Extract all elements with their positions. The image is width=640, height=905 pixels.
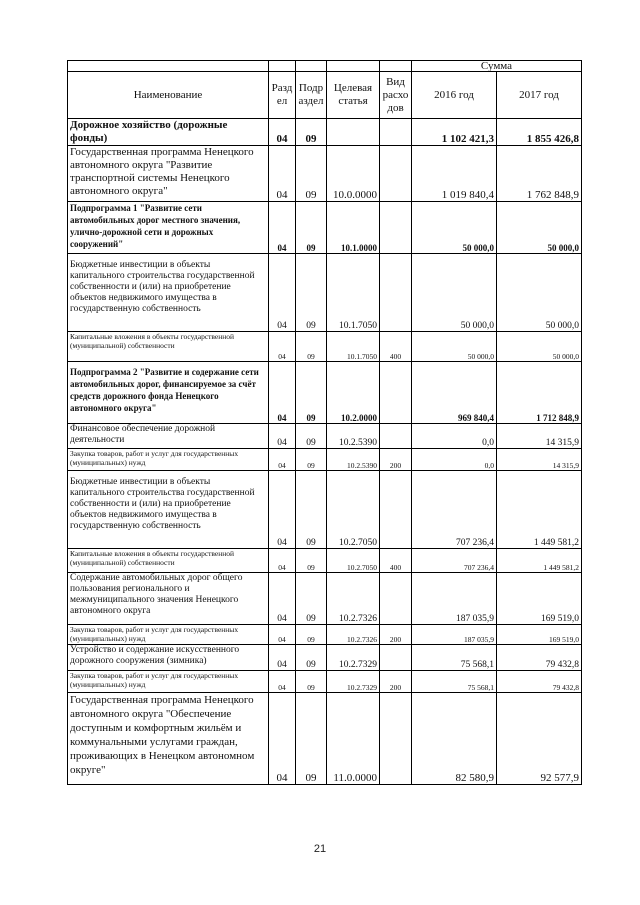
row-name: Содержание автомобильных дорог общего пользования регионального и межмуниципального значения Ненецкого автономного округа bbox=[68, 573, 269, 625]
table-row bbox=[68, 362, 582, 424]
table-row bbox=[68, 424, 582, 449]
row-subsection: 09 bbox=[296, 549, 327, 573]
header-row-main bbox=[68, 72, 582, 119]
row-section: 04 bbox=[269, 119, 296, 146]
row-section: 04 bbox=[269, 671, 296, 693]
row-2016: 707 236,4 bbox=[412, 471, 497, 549]
page-number: 21 bbox=[313, 843, 327, 855]
table-row bbox=[68, 645, 582, 671]
row-name: Закупка товаров, работ и услуг для государственных (муниципальных) нужд bbox=[68, 449, 269, 471]
row-subsection: 09 bbox=[296, 671, 327, 693]
row-2017: 50 000,0 bbox=[497, 332, 582, 362]
row-target: 10.2.5390 bbox=[327, 424, 380, 449]
row-subsection: 09 bbox=[296, 471, 327, 549]
row-subsection: 09 bbox=[296, 645, 327, 671]
row-name: Капитальные вложения в объекты государственной (муниципальной) собственности bbox=[68, 332, 269, 362]
row-target: 10.1.7050 bbox=[327, 332, 380, 362]
row-target: 10.2.7326 bbox=[327, 573, 380, 625]
row-name: Государственная программа Ненецкого автономного округа "Развитие транспортной системы Ненецкого автономного округа" bbox=[68, 146, 269, 202]
row-name: Бюджетные инвестиции в объекты капитального строительства государственной собственности и (или) на приобретение объектов недвижимого имущества в государственную собственность bbox=[68, 254, 269, 332]
row-type bbox=[380, 362, 412, 424]
row-subsection: 09 bbox=[296, 362, 327, 424]
row-target: 10.2.7326 bbox=[327, 625, 380, 645]
row-2016: 82 580,9 bbox=[412, 693, 497, 785]
row-2017: 79 432,8 bbox=[497, 645, 582, 671]
row-subsection: 09 bbox=[296, 573, 327, 625]
table-row bbox=[68, 471, 582, 549]
row-2017: 1 449 581,2 bbox=[497, 471, 582, 549]
row-2017: 1 449 581,2 bbox=[497, 549, 582, 573]
row-subsection: 09 bbox=[296, 424, 327, 449]
row-2017: 14 315,9 bbox=[497, 424, 582, 449]
table-row bbox=[68, 202, 582, 254]
table-row bbox=[68, 146, 582, 202]
row-subsection: 09 bbox=[296, 254, 327, 332]
row-section: 04 bbox=[269, 471, 296, 549]
row-2017: 169 519,0 bbox=[497, 625, 582, 645]
row-2016: 75 568,1 bbox=[412, 671, 497, 693]
table-row bbox=[68, 449, 582, 471]
row-section: 04 bbox=[269, 693, 296, 785]
row-2016: 0,0 bbox=[412, 449, 497, 471]
row-type bbox=[380, 146, 412, 202]
row-section: 04 bbox=[269, 449, 296, 471]
header-blank-subsection bbox=[296, 61, 327, 72]
row-type bbox=[380, 254, 412, 332]
row-section: 04 bbox=[269, 424, 296, 449]
row-2016: 187 035,9 bbox=[412, 625, 497, 645]
table-row bbox=[68, 693, 582, 785]
row-target: 10.2.7050 bbox=[327, 471, 380, 549]
row-subsection: 09 bbox=[296, 449, 327, 471]
row-subsection: 09 bbox=[296, 202, 327, 254]
header-target: Целевая статья bbox=[327, 72, 380, 119]
table-row bbox=[68, 254, 582, 332]
row-2016: 187 035,9 bbox=[412, 573, 497, 625]
row-2016: 969 840,4 bbox=[412, 362, 497, 424]
row-section: 04 bbox=[269, 645, 296, 671]
row-2017: 50 000,0 bbox=[497, 202, 582, 254]
table-row bbox=[68, 625, 582, 645]
row-name: Государственная программа Ненецкого автономного округа "Обеспечение доступным и комфортным жильём и коммунальными услугами граждан, проживающих в Ненецком автономном округе" bbox=[68, 693, 269, 785]
row-section: 04 bbox=[269, 254, 296, 332]
header-subsection: Подр аздел bbox=[296, 72, 327, 119]
row-section: 04 bbox=[269, 573, 296, 625]
row-subsection: 09 bbox=[296, 119, 327, 146]
row-2017: 1 855 426,8 bbox=[497, 119, 582, 146]
table-row bbox=[68, 549, 582, 573]
row-2016: 1 019 840,4 bbox=[412, 146, 497, 202]
row-name: Бюджетные инвестиции в объекты капитального строительства государственной собственности и (или) на приобретение объектов недвижимого имущества в государственную собственность bbox=[68, 471, 269, 549]
row-2017: 50 000,0 bbox=[497, 254, 582, 332]
row-2016: 50 000,0 bbox=[412, 332, 497, 362]
row-name: Дорожное хозяйство (дорожные фонды) bbox=[68, 119, 269, 146]
header-blank-type bbox=[380, 61, 412, 72]
row-type bbox=[380, 119, 412, 146]
row-section: 04 bbox=[269, 146, 296, 202]
row-type: 200 bbox=[380, 625, 412, 645]
row-type bbox=[380, 573, 412, 625]
row-name: Финансовое обеспечение дорожной деятельности bbox=[68, 424, 269, 449]
row-type bbox=[380, 471, 412, 549]
row-2016: 50 000,0 bbox=[412, 202, 497, 254]
row-type: 400 bbox=[380, 549, 412, 573]
row-name: Закупка товаров, работ и услуг для государственных (муниципальных) нужд bbox=[68, 671, 269, 693]
row-name: Закупка товаров, работ и услуг для государственных (муниципальных) нужд bbox=[68, 625, 269, 645]
header-sum: Сумма bbox=[412, 61, 582, 72]
row-target: 10.2.7329 bbox=[327, 645, 380, 671]
header-section: Разд ел bbox=[269, 72, 296, 119]
row-2016: 75 568,1 bbox=[412, 645, 497, 671]
row-2017: 14 315,9 bbox=[497, 449, 582, 471]
header-blank-name bbox=[68, 61, 269, 72]
row-2017: 1 712 848,9 bbox=[497, 362, 582, 424]
row-target: 10.2.5390 bbox=[327, 449, 380, 471]
header-name: Наименование bbox=[68, 72, 269, 119]
row-section: 04 bbox=[269, 625, 296, 645]
header-expense-type: Вид расхо дов bbox=[380, 72, 412, 119]
row-2017: 79 432,8 bbox=[497, 671, 582, 693]
table-row bbox=[68, 573, 582, 625]
row-target: 10.2.0000 bbox=[327, 362, 380, 424]
table-row bbox=[68, 671, 582, 693]
budget-table bbox=[67, 60, 582, 785]
row-target: 11.0.0000 bbox=[327, 693, 380, 785]
row-type: 200 bbox=[380, 449, 412, 471]
row-2017: 1 762 848,9 bbox=[497, 146, 582, 202]
row-subsection: 09 bbox=[296, 332, 327, 362]
header-blank-section bbox=[269, 61, 296, 72]
row-2016: 50 000,0 bbox=[412, 254, 497, 332]
row-target: 10.0.0000 bbox=[327, 146, 380, 202]
row-section: 04 bbox=[269, 362, 296, 424]
row-type bbox=[380, 645, 412, 671]
header-row-top bbox=[68, 61, 582, 72]
row-target: 10.2.7329 bbox=[327, 671, 380, 693]
row-2017: 169 519,0 bbox=[497, 573, 582, 625]
row-section: 04 bbox=[269, 332, 296, 362]
row-name: Устройство и содержание искусственного дорожного сооружения (зимника) bbox=[68, 645, 269, 671]
row-type bbox=[380, 202, 412, 254]
row-section: 04 bbox=[269, 549, 296, 573]
row-section: 04 bbox=[269, 202, 296, 254]
row-type: 400 bbox=[380, 332, 412, 362]
row-type bbox=[380, 424, 412, 449]
header-blank-target bbox=[327, 61, 380, 72]
header-2016: 2016 год bbox=[412, 72, 497, 119]
row-target: 10.1.7050 bbox=[327, 254, 380, 332]
row-subsection: 09 bbox=[296, 693, 327, 785]
row-2017: 92 577,9 bbox=[497, 693, 582, 785]
row-target: 10.2.7050 bbox=[327, 549, 380, 573]
row-type: 200 bbox=[380, 671, 412, 693]
row-subsection: 09 bbox=[296, 146, 327, 202]
row-subsection: 09 bbox=[296, 625, 327, 645]
row-2016: 0,0 bbox=[412, 424, 497, 449]
row-target bbox=[327, 119, 380, 146]
row-name: Капитальные вложения в объекты государственной (муниципальной) собственности bbox=[68, 549, 269, 573]
row-type bbox=[380, 693, 412, 785]
row-2016: 1 102 421,3 bbox=[412, 119, 497, 146]
row-name: Подпрограмма 2 "Развитие и содержание сети автомобильных дорог, финансируемое за счёт средств дорожного фонда Ненецкого автономного округа" bbox=[68, 362, 269, 424]
header-2017: 2017 год bbox=[497, 72, 582, 119]
row-2016: 707 236,4 bbox=[412, 549, 497, 573]
table-row bbox=[68, 332, 582, 362]
row-target: 10.1.0000 bbox=[327, 202, 380, 254]
table-row bbox=[68, 119, 582, 146]
row-name: Подпрограмма 1 "Развитие сети автомобильных дорог местного значения, улично-дорожной сети и дорожных сооружений" bbox=[68, 202, 269, 254]
